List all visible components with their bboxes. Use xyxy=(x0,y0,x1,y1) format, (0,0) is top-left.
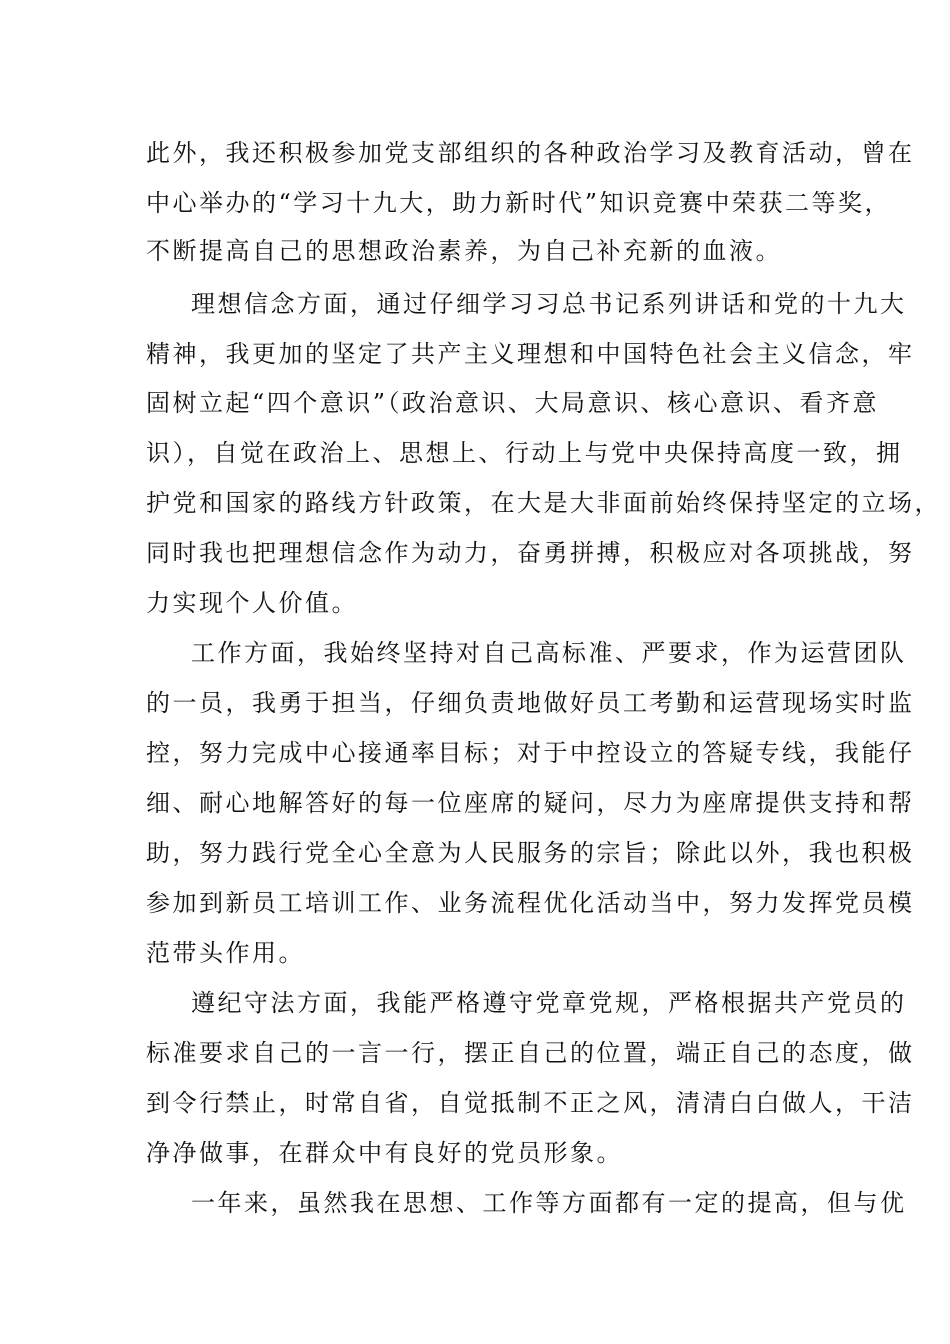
paragraph-line: 此外，我还积极参加党支部组织的各种政治学习及教育活动，曾在 xyxy=(146,139,915,167)
paragraph-line: 细、耐心地解答好的每一位座席的疑问，尽力为座席提供支持和帮 xyxy=(146,789,915,817)
paragraph-line: 标准要求自己的一言一行，摆正自己的位置，端正自己的态度，做 xyxy=(146,1039,915,1067)
paragraph-line: 中心举办的“学习十九大，助力新时代”知识竞赛中荣获二等奖， xyxy=(146,189,892,217)
paragraph-line: 助，努力践行党全心全意为人民服务的宗旨；除此以外，我也积极 xyxy=(146,839,915,867)
paragraph-line: 到令行禁止，时常自省，自觉抵制不正之风，清清白白做人，干洁 xyxy=(146,1089,915,1117)
paragraph-line: 理想信念方面，通过仔细学习习总书记系列讲话和党的十九大 xyxy=(191,290,907,318)
paragraph-line: 不断提高自己的思想政治素养，为自己补充新的血液。 xyxy=(146,237,782,265)
paragraph-line: 遵纪守法方面，我能严格遵守党章党规，严格根据共产党员的 xyxy=(191,989,907,1017)
paragraph-line: 工作方面，我始终坚持对自己高标准、严要求，作为运营团队 xyxy=(191,639,907,667)
paragraph-line: 的一员，我勇于担当，仔细负责地做好员工考勤和运营现场实时监 xyxy=(146,689,915,717)
paragraph-line: 参加到新员工培训工作、业务流程优化活动当中，努力发挥党员模 xyxy=(146,889,915,917)
paragraph-line: 控，努力完成中心接通率目标；对于中控设立的答疑专线，我能仔 xyxy=(146,739,915,767)
paragraph-line: 同时我也把理想信念作为动力，奋勇拼搏，积极应对各项挑战，努 xyxy=(146,539,915,567)
paragraph-line: 范带头作用。 xyxy=(146,939,305,967)
paragraph-line: 精神，我更加的坚定了共产主义理想和中国特色社会主义信念，牢 xyxy=(146,340,915,368)
paragraph-line: 净净做事，在群众中有良好的党员形象。 xyxy=(146,1139,623,1167)
paragraph-line: 固树立起“四个意识”（政治意识、大局意识、核心意识、看齐意 xyxy=(146,389,880,417)
paragraph-line: 力实现个人价值。 xyxy=(146,589,358,617)
paragraph-line: 护党和国家的路线方针政策，在大是大非面前始终保持坚定的立场， xyxy=(146,489,941,517)
paragraph-line: 一年来，虽然我在思想、工作等方面都有一定的提高，但与优 xyxy=(191,1189,907,1217)
paragraph-line: 识），自觉在政治上、思想上、行动上与党中央保持高度一致，拥 xyxy=(146,439,903,467)
